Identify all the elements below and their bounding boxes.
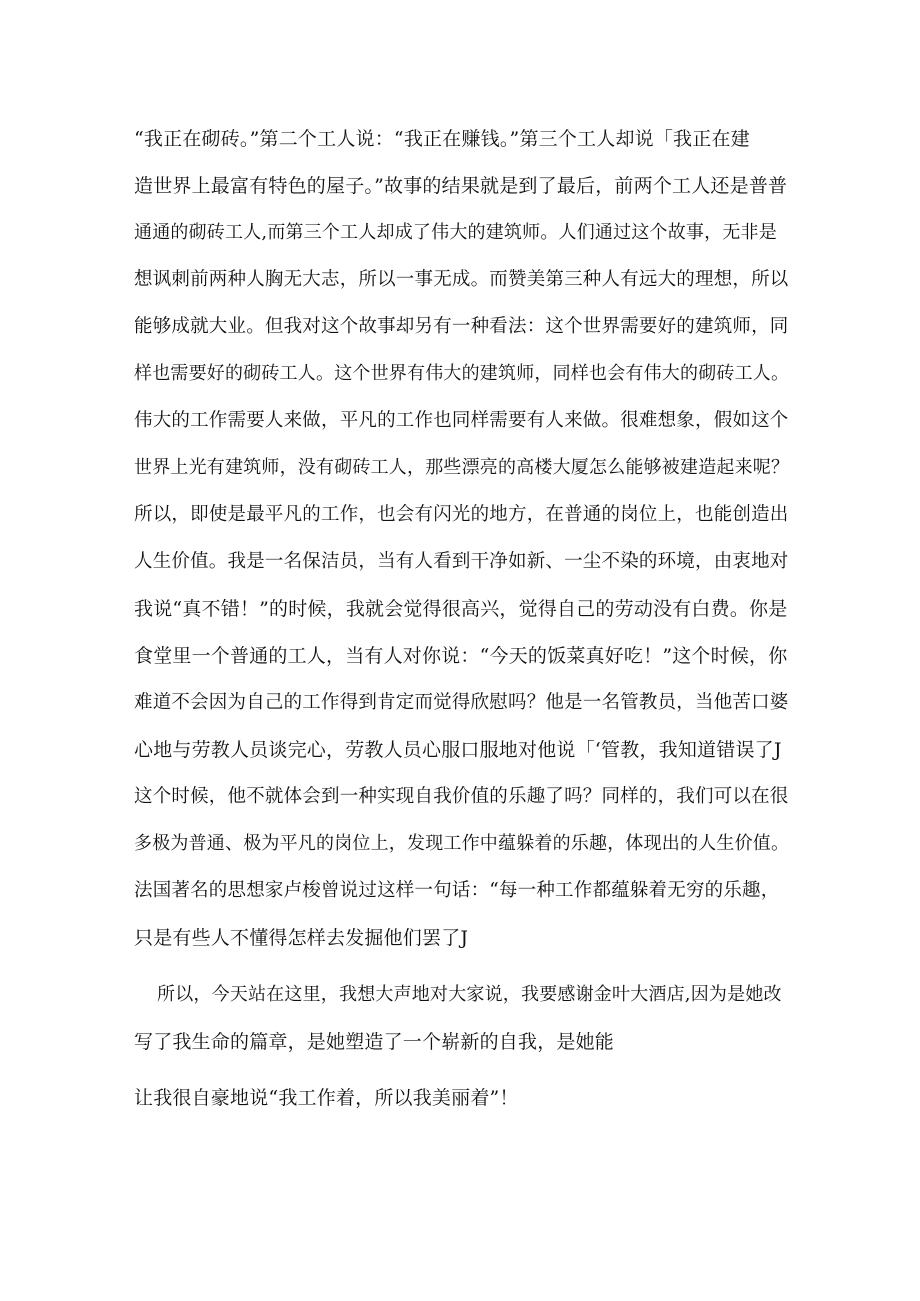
paragraph-1-line-13: 难道不会因为自己的工作得到肯定而觉得欣慰吗？他是一名管教员，当他苦口婆 [134, 692, 789, 713]
paragraph-1-line-18: 只是有些人不懂得怎样去发掘他们罢了J [134, 927, 469, 949]
paragraph-1-line-15: 这个时候，他不就体会到一种实现自我价值的乐趣了吗？同样的，我们可以在很 [134, 786, 789, 807]
paragraph-1-line-3: 通通的砌砖工人,而第三个工人却成了伟大的建筑师。人们通过这个故事，无非是 [134, 222, 777, 243]
paragraph-1-line-9: 所以，即使是最平凡的工作，也会有闪光的地方，在普通的岗位上，也能创造出 [134, 504, 789, 525]
paragraph-1-line-4: 想讽刺前两种人胸无大志，所以一事无成。而赞美第三种人有远大的理想，所以 [134, 269, 789, 290]
paragraph-1-line-1: “我正在砌砖。”第二个工人说：“我正在赚钱。”第三个工人却说「我正在建 [134, 128, 750, 150]
paragraph-1-line-8: 世界上光有建筑师，没有砌砖工人，那些漂亮的高楼大厦怎么能够被建造起来呢？ [134, 457, 790, 478]
paragraph-2-line-2: 写了我生命的篇章，是她塑造了一个崭新的自我，是她能 [134, 1031, 615, 1053]
paragraph-1-line-16: 多极为普通、极为平凡的岗位上，发现工作中蕴躲着的乐趣，体现出的人生价值。 [134, 833, 790, 854]
paragraph-1-line-5: 能够成就大业。但我对这个故事却另有一种看法：这个世界需要好的建筑师，同 [134, 316, 789, 337]
paragraph-1-line-12: 食堂里一个普通的工人，当有人对你说：“今天的饭菜真好吃！”这个时候，你 [134, 645, 788, 667]
paragraph-1-line-6: 样也需要好的砌砖工人。这个世界有伟大的建筑师，同样也会有伟大的砌砖工人。 [134, 363, 790, 384]
paragraph-3-line-1: 让我很自豪地说“我工作着，所以我美丽着”！ [134, 1087, 519, 1109]
paragraph-1-line-7: 伟大的工作需要人来做，平凡的工作也同样需要有人来做。很难想象，假如这个 [134, 410, 789, 431]
paragraph-1-line-2: 造世界上最富有特色的屋子。”故事的结果就是到了最后，前两个工人还是普普 [134, 175, 788, 197]
paragraph-2-line-1: 所以，今天站在这里，我想大声地对大家说，我要感谢金叶大酒店,因为是她改 [157, 984, 782, 1005]
paragraph-1-line-10: 人生价值。我是一名保洁员，当有人看到干净如新、一尘不染的环境，由衷地对 [134, 551, 789, 572]
paragraph-1-line-17: 法国著名的思想家卢梭曾说过这样一句话：“每一种工作都蕴躲着无穷的乐趣， [134, 880, 780, 901]
paragraph-1-line-14: 心地与劳教人员谈完心，劳教人员心服口服地对他说「‘管教，我知道错误了J [134, 739, 782, 761]
paragraph-1-line-11: 我说“真不错！”的时候，我就会觉得很高兴，觉得自己的劳动没有白费。你是 [134, 598, 788, 620]
